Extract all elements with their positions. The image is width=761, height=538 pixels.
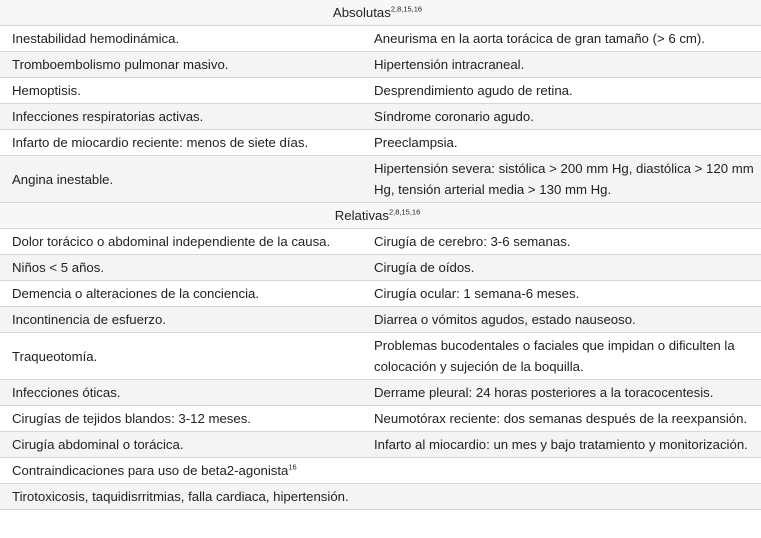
- table-row: [0, 406, 761, 432]
- section-ref: 2,8,15,16: [390, 4, 423, 14]
- cell-right: Infarto al miocardio: un mes y bajo tratamiento y monitorización.: [366, 432, 761, 458]
- cell-right: Preeclampsia.: [366, 130, 761, 156]
- cell-right: Aneurisma en la aorta torácica de gran tamaño (> 6 cm).: [366, 26, 761, 52]
- section-title-cell: [0, 0, 761, 26]
- beta2-header-row: [0, 458, 761, 484]
- table-row: [0, 281, 761, 307]
- cell-left: Traqueotomía.: [0, 333, 366, 380]
- cell-left: Demencia o alteraciones de la conciencia.: [0, 281, 366, 307]
- cell-right: Hipertensión severa: sistólica > 200 mm Hg, diastólica > 120 mm Hg, tensión arterial media > 130 mm Hg.: [366, 156, 761, 203]
- table-row: [0, 432, 761, 458]
- beta2-title-cell: [0, 458, 761, 484]
- beta2-text-row: [0, 484, 761, 510]
- cell-right: Neumotórax reciente: dos semanas después de la reexpansión.: [366, 406, 761, 432]
- table-row: [0, 78, 761, 104]
- cell-left: Niños < 5 años.: [0, 255, 366, 281]
- cell-left: Infarto de miocardio reciente: menos de siete días.: [0, 130, 366, 156]
- table-row: [0, 104, 761, 130]
- cell-right: Derrame pleural: 24 horas posteriores a la toracocentesis.: [366, 380, 761, 406]
- cell-right: Síndrome coronario agudo.: [366, 104, 761, 130]
- cell-left: Hemoptisis.: [0, 78, 366, 104]
- table-row: [0, 52, 761, 78]
- cell-left: Tromboembolismo pulmonar masivo.: [0, 52, 366, 78]
- cell-left: Infecciones óticas.: [0, 380, 366, 406]
- cell-right: Desprendimiento agudo de retina.: [366, 78, 761, 104]
- section-header-absolutas: [0, 0, 761, 26]
- cell-right: Problemas bucodentales o faciales que impidan o dificulten la colocación y sujeción de la boquilla.: [366, 333, 761, 380]
- section-title: Absolutas: [332, 5, 391, 20]
- table-row: [0, 130, 761, 156]
- cell-left: Angina inestable.: [0, 156, 366, 203]
- section-header-relativas: [0, 203, 761, 229]
- section-title-cell: [0, 203, 761, 229]
- cell-left: Cirugía abdominal o torácica.: [0, 432, 366, 458]
- cell-right: Cirugía ocular: 1 semana-6 meses.: [366, 281, 761, 307]
- table-row: [0, 156, 761, 203]
- section-title: Relativas: [334, 208, 389, 223]
- section-ref: 2,8,15,16: [388, 207, 421, 217]
- table-row: [0, 26, 761, 52]
- cell-right: Cirugía de cerebro: 3-6 semanas.: [366, 229, 761, 255]
- table-row: [0, 229, 761, 255]
- cell-right: Diarrea o vómitos agudos, estado nauseoso.: [366, 307, 761, 333]
- cell-left: Incontinencia de esfuerzo.: [0, 307, 366, 333]
- cell-right: Hipertensión intracraneal.: [366, 52, 761, 78]
- cell-right: Cirugía de oídos.: [366, 255, 761, 281]
- table-row: [0, 380, 761, 406]
- beta2-ref: 16: [288, 462, 297, 472]
- beta2-title: Contraindicaciones para uso de beta2-agonista: [12, 463, 289, 478]
- cell-left: Cirugías de tejidos blandos: 3-12 meses.: [0, 406, 366, 432]
- table-row: [0, 255, 761, 281]
- cell-left: Infecciones respiratorias activas.: [0, 104, 366, 130]
- beta2-text: Tirotoxicosis, taquidisrritmias, falla cardiaca, hipertensión.: [0, 484, 761, 510]
- table-row: [0, 333, 761, 380]
- table-row: [0, 307, 761, 333]
- cell-left: Inestabilidad hemodinámica.: [0, 26, 366, 52]
- cell-left: Dolor torácico o abdominal independiente de la causa.: [0, 229, 366, 255]
